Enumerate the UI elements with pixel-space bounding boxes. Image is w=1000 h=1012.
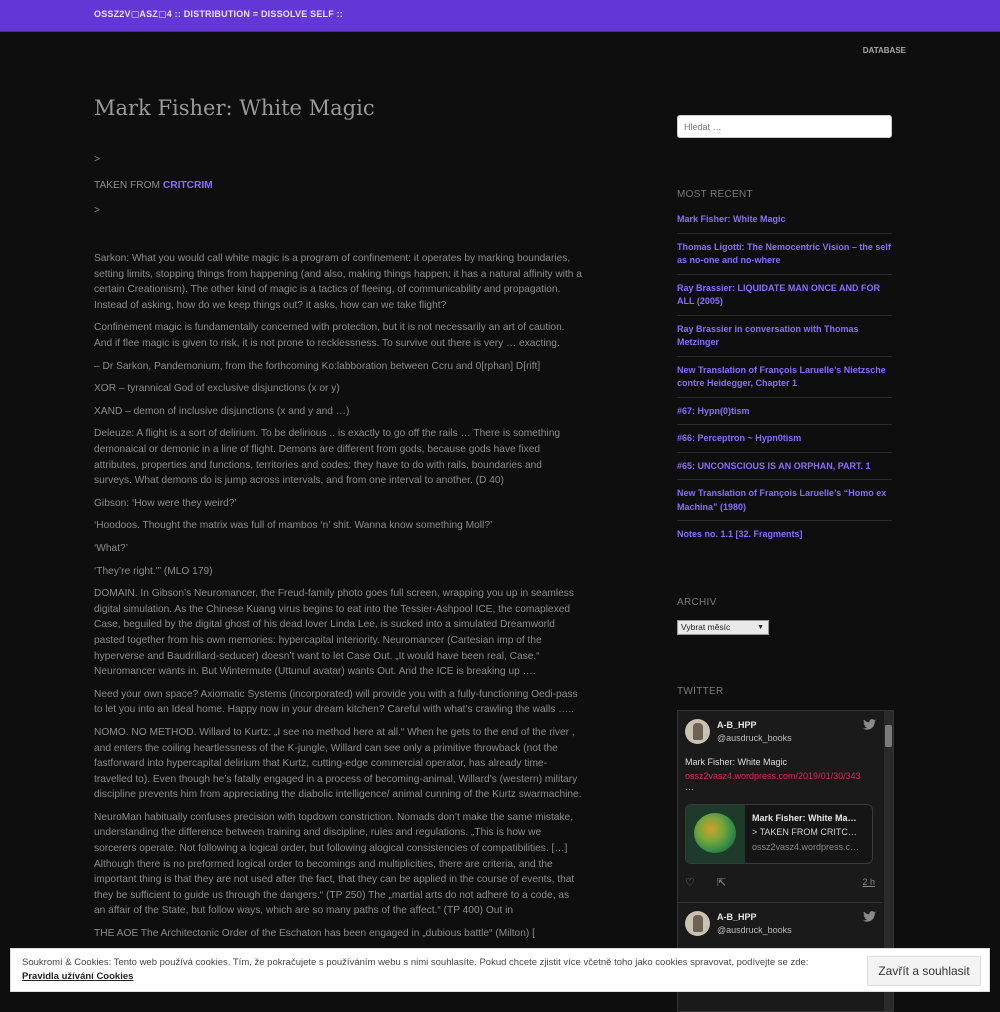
tweet-author-name[interactable]: A-B_HPP xyxy=(717,720,757,730)
cookie-banner xyxy=(10,948,990,992)
tweet-body: Mark Fisher: White Magic xyxy=(685,757,788,767)
recent-post-link[interactable]: #67: Hypn(0)tism xyxy=(677,405,892,426)
top-bar xyxy=(0,0,1000,32)
cookie-policy-link[interactable]: Pravidla užívání Cookies xyxy=(22,971,134,982)
recent-post-link[interactable]: #66: Perceptron ~ Hypn0tism xyxy=(677,432,892,453)
card-title: Mark Fisher: White Ma… xyxy=(752,813,857,823)
card-thumbnail xyxy=(686,805,745,863)
cookie-accept-button[interactable]: Zavřít a souhlasit xyxy=(867,956,981,986)
tweet-link[interactable]: ossz2vasz4.wordpress.com/2019/01/30/343 xyxy=(685,771,861,781)
recent-post-link[interactable]: Thomas Ligotti: The Nemocentric Vision – the self as no-one and no-where xyxy=(677,241,892,275)
recent-post-link[interactable]: Notes no. 1.1 [32. Fragments] xyxy=(677,529,803,539)
post-marker: > xyxy=(94,154,100,166)
post-paragraph: – Dr Sarkon, Pandemonium, from the forthcoming Ko:labboration between Ccru and 0[rphan] D[rift] xyxy=(94,360,541,372)
post-paragraph: ‘Hoodoos. Thought the matrix was full of mambos ‘n’ shit. Wanna know something Moll?’ xyxy=(94,520,493,532)
tweet-author-handle[interactable]: @ausdruck_books xyxy=(717,733,792,743)
cookie-text: Soukromí & Cookies: Tento web používá cookies. Tím, že pokračujete s používáním webu s nimi souhlasíte. Pokud chcete zjistit více včetně toho jako cookies spravovat, podívejte se zde: xyxy=(22,957,809,968)
recent-post-link[interactable]: Ray Brassier: LIQUIDATE MAN ONCE AND FOR ALL (2005) xyxy=(677,282,892,316)
twitter-bird-icon[interactable] xyxy=(863,719,876,730)
recent-post-link[interactable]: New Translation of François Laruelle’s Nietzsche contre Heidegger, Chapter 1 xyxy=(677,364,892,398)
card-url: ossz2vasz4.wordpress.c… xyxy=(752,842,860,852)
share-icon[interactable]: ⇱ xyxy=(717,877,727,889)
tweet-text xyxy=(685,755,875,792)
archiv-title: ARCHIV xyxy=(677,597,717,608)
heart-icon[interactable]: ♡ xyxy=(685,877,695,889)
tweet-ellipsis: … xyxy=(685,782,694,792)
recent-post-link[interactable]: New Translation of François Laruelle’s “Homo ex Machina” (1980) xyxy=(677,487,892,521)
post-content xyxy=(94,95,582,949)
tweet-time[interactable]: 2 h xyxy=(862,877,875,887)
cookie-text-block xyxy=(22,956,822,984)
post-paragraph: ‘They’re right.'” (MLO 179) xyxy=(94,565,213,577)
recent-post-link[interactable]: #65: UNCONSCIOUS IS AN ORPHAN, PART. 1 xyxy=(677,460,892,481)
nav-database-link[interactable]: DATABASE xyxy=(862,46,906,55)
sidebar xyxy=(677,115,892,935)
archiv-select-value: Vybrat měsíc xyxy=(681,622,731,632)
post-paragraph: XOR – tyrannical God of exclusive disjunctions (x or y) xyxy=(94,383,340,395)
post-paragraph: Need your own space? Axiomatic Systems (incorporated) will provide you with a fully-functioning Oedi-pass to let you into an Ideal home. Happy now in your dream kitchen? Careful with what’s crawling the walls ….. xyxy=(94,688,578,716)
recent-post-link[interactable]: Ray Brassier in conversation with Thomas Metzinger xyxy=(677,323,892,357)
post-paragraph: Deleuze: A flight is a sort of delirium. To be delirious .. is exactly to go off the rails … There is something demonaical or demonic in a line of flight. Demons are different from gods, because gods have fixed attributes, properties and functions, territories and codes: they have to do with rails, boundaries and surveys. What demons do is jump across intervals, and from one interval to another. (D 40) xyxy=(94,428,561,487)
tweet-author-handle[interactable]: @ausdruck_books xyxy=(717,925,792,935)
most-recent-title: MOST RECENT xyxy=(677,189,753,200)
twitter-bird-icon[interactable] xyxy=(863,911,876,922)
tweet-link-card[interactable] xyxy=(685,804,873,864)
dropdown-arrow-icon: ▼ xyxy=(757,624,764,631)
post-paragraph: NOMO. NO METHOD. Willard to Kurtz: „I see no method here at all.“ When he gets to the end of the river , and enters the coiling heartlessness of the K-jungle, Willard can see only a primitive throwback (not the fastforward into hypercapital delirium that Kurtz, cutting-edge commercial operator, has already time-travelled to). Even though he’s fatally engaged in a process of becoming-animal, Willard’s (western) military discipline prevents him from appreciating the diabolic intelligence/ animal cunning of the Kurtz swarmachine. xyxy=(94,726,582,801)
recent-posts-list xyxy=(677,213,892,555)
tweet-author-name[interactable]: A-B_HPP xyxy=(717,912,757,922)
spacer xyxy=(94,229,582,251)
post-paragraph: Confinement magic is fundamentally concerned with protection, but it is not necessarily an art of caution. And if flee magic is given to risk, it is not prone to recklessness. To survive out there is very … exacting. xyxy=(94,322,565,350)
post-paragraph: DOMAIN. In Gibson’s Neuromancer, the Freud-family photo goes full screen, wrapping you up in seamless digital simulation. As the Chinese Kuang virus begins to eat into the Tessier-Ashpool ICE, the comaplexed Case, beguiled by the digital ghost of his dead lover Linda Lee, is sucked into a simulated Dreamworld pasted together from his own memories: hypercapital interiority. Neuromancer (Cartesian imp of the hyperverse and Baudrillard-seducer) doesn’t want to let Case Out. „It would have been real, Case.“ Neuromancer wants in. But Wintermute (Uttunul avatar) wants Out. And the ICE is breaking up …. xyxy=(94,588,574,678)
post-source xyxy=(94,178,582,194)
post-paragraph: Sarkon: What you would call white magic is a program of confinement: it operates by marking boundaries, setting limits, stopping things from happening (and also, making things happen; it has a natural affinity with a certain Creationism). The other kind of magic is a tactics of fleeing, of communicability and propagation. Instead of asking, how do we keep things out? it asks, how can we take flight? xyxy=(94,253,582,311)
recent-post-link[interactable]: Mark Fisher: White Magic xyxy=(677,213,892,234)
twitter-title: TWITTER xyxy=(677,686,724,697)
avatar[interactable] xyxy=(685,911,710,936)
post-paragraph: THE AOE The Architectonic Order of the Eschaton has been engaged in „dubious battle“ (Milton) [ xyxy=(94,928,535,940)
post-paragraph: Gibson: ‘How were they weird?’ xyxy=(94,497,237,509)
tweet-divider xyxy=(678,902,882,903)
scrollbar-thumb[interactable] xyxy=(885,725,892,747)
source-prefix: TAKEN FROM xyxy=(94,179,163,191)
post-paragraph: ‘What?’ xyxy=(94,542,128,554)
post-paragraph: XAND – demon of inclusive disjunctions (x and y and …) xyxy=(94,405,350,417)
card-description: > TAKEN FROM CRITC… xyxy=(752,827,857,837)
site-title[interactable]: OSSZ2V▢ASZ▢4 :: DISTRIBUTION = DISSOLVE SELF :: xyxy=(94,9,344,19)
tweet-actions xyxy=(685,876,875,890)
archiv-select[interactable] xyxy=(677,620,769,635)
post-paragraph: NeuroMan habitually confuses precision with topdown constriction. Nomads don’t make the same mistake, understanding the difference between training and discipline, rules and regulations. „This is how we sorcerers operate. Not following a logical order, but following alogical consistencies of compatibilities. […] Although there is no preformed logical order to becomings and multiplicities, there are criteria, and the important thing is that they are not used after the fact, that they can be applied in the course of events, that they be sufficient to guide us through the dangers.“ (TP 250) The „martial arts do not adhere to a code, as an affair of the State, but follow ways, which are so many paths of the affect.“ (TP 400) Out in xyxy=(94,811,575,917)
avatar[interactable] xyxy=(685,719,710,744)
source-link[interactable]: CRITCRIM xyxy=(162,179,213,191)
search-input[interactable] xyxy=(677,115,892,138)
post-marker: > xyxy=(94,205,100,217)
post-title: Mark Fisher: White Magic xyxy=(94,96,375,120)
